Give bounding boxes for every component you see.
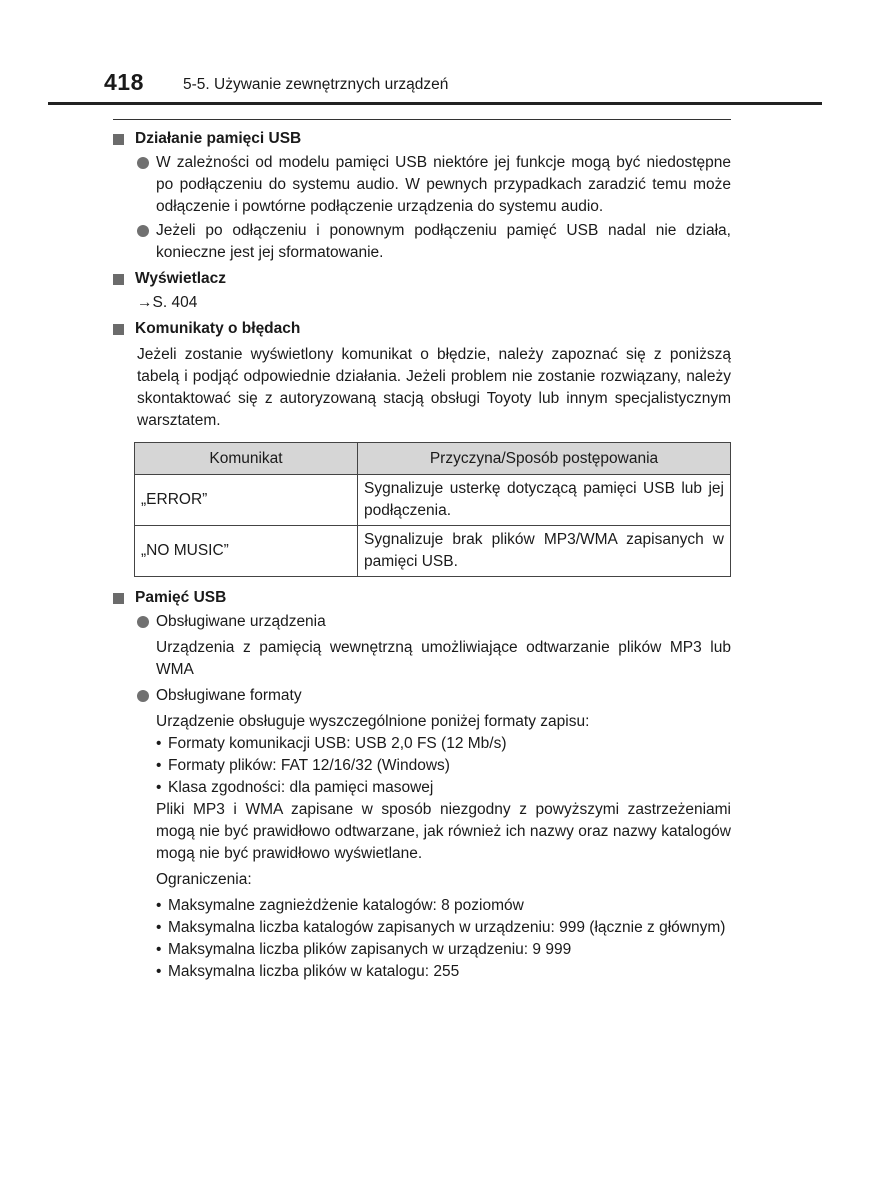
page-content <box>113 124 731 983</box>
heading-text: Komunikaty o błędach <box>135 320 301 337</box>
error-messages-table <box>134 442 731 577</box>
list-item <box>156 733 731 755</box>
list-item-text: Maksymalna liczba plików zapisanych w urządzeniu: 9 999 <box>168 941 572 958</box>
dot-marker: • <box>156 779 162 796</box>
errors-intro: Jeżeli zostanie wyświetlony komunikat o błędzie, należy zapoznać się z poniższą tabelą i podjąć odpowiednie działania. Jeżeli problem nie zostanie rozwiązany, należy skontaktować się z autoryzowaną stacją obsługi Toyoty lub innym specjalistycznym warsztatem. <box>137 346 731 429</box>
circle-bullet-icon <box>137 690 149 702</box>
circle-bullet-icon <box>137 225 149 237</box>
list-item <box>156 755 731 777</box>
bullet-text: Jeżeli po odłączeniu i ponownym podłączeniu pamięć USB nadal nie działa, konieczne jest jej sformatowanie. <box>156 222 731 261</box>
square-bullet-icon <box>113 274 124 285</box>
list-item <box>156 917 731 939</box>
dot-marker: • <box>156 919 162 936</box>
dot-marker: • <box>156 941 162 958</box>
bullet-item <box>137 611 731 633</box>
heading-usb-memory <box>113 587 731 609</box>
limits-label: Ograniczenia: <box>156 871 252 888</box>
dot-marker: • <box>156 757 162 774</box>
formats-intro: Urządzenie obsługuje wyszczególnione poniżej formaty zapisu: <box>156 713 590 730</box>
heading-text: Działanie pamięci USB <box>135 130 302 147</box>
list-item-text: Maksymalna liczba plików w katalogu: 255 <box>168 963 460 980</box>
bullet-text: W zależności od modelu pamięci USB niektóre jej funkcje mogą być niedostępne po podłączeniu do systemu audio. W pewnych przypadkach zaradzić temu może odłączenie i powtórne podłączenie urządzenia do systemu audio. <box>156 154 731 215</box>
list-item <box>156 939 731 961</box>
list-item-text: Maksymalna liczba katalogów zapisanych w urządzeniu: 999 (łącznie z głównym) <box>168 919 726 936</box>
bullet-text: Obsługiwane formaty <box>156 687 302 704</box>
formats-note: Pliki MP3 i WMA zapisane w sposób niezgodny z powyższymi zastrzeżeniami mogą nie być prawidłowo odtwarzane, jak również ich nazwy oraz nazwy katalogów mogą nie być prawidłowo wyświetlane. <box>156 801 731 862</box>
header-rule <box>48 102 822 105</box>
dot-marker: • <box>156 735 162 752</box>
heading-text: Wyświetlacz <box>135 270 227 287</box>
bullet-item <box>137 152 731 218</box>
bullet-item <box>137 685 731 707</box>
devices-text: Urządzenia z pamięcią wewnętrzną umożliwiające odtwarzanie plików MP3 lub WMA <box>156 639 731 678</box>
table-cell: Sygnalizuje brak plików MP3/WMA zapisanych w pamięci USB. <box>358 526 731 577</box>
table-header-row <box>135 443 731 475</box>
list-item-text: Formaty komunikacji USB: USB 2,0 FS (12 Mb/s) <box>168 735 507 752</box>
section-title: 5-5. Używanie zewnętrznych urządzeń <box>183 76 449 93</box>
heading-usb-operation <box>113 128 731 150</box>
list-item <box>156 961 731 983</box>
heading-errors <box>113 318 731 340</box>
dot-marker: • <box>156 897 162 914</box>
bullet-item <box>137 220 731 264</box>
table-row <box>135 526 731 577</box>
bullet-text: Obsługiwane urządzenia <box>156 613 326 630</box>
page-header <box>0 0 877 110</box>
square-bullet-icon <box>113 324 124 335</box>
page-reference: →S. 404 <box>137 294 198 311</box>
list-item <box>156 777 731 799</box>
square-bullet-icon <box>113 593 124 604</box>
dot-marker: • <box>156 963 162 980</box>
table-cell: Sygnalizuje usterkę dotyczącą pamięci USB lub jej podłączenia. <box>358 475 731 526</box>
table-row <box>135 475 731 526</box>
section-divider <box>113 119 731 120</box>
circle-bullet-icon <box>137 157 149 169</box>
heading-text: Pamięć USB <box>135 589 227 606</box>
list-item-text: Klasa zgodności: dla pamięci masowej <box>168 779 434 796</box>
page-number: 418 <box>104 69 144 95</box>
heading-display <box>113 268 731 290</box>
list-item-text: Formaty plików: FAT 12/16/32 (Windows) <box>168 757 450 774</box>
square-bullet-icon <box>113 134 124 145</box>
table-cell: „ERROR” <box>135 475 358 526</box>
table-header: Przyczyna/Sposób postępowania <box>358 443 731 475</box>
list-item-text: Maksymalne zagnieżdżenie katalogów: 8 poziomów <box>168 897 524 914</box>
circle-bullet-icon <box>137 616 149 628</box>
list-item <box>156 895 731 917</box>
table-cell: „NO MUSIC” <box>135 526 358 577</box>
table-header: Komunikat <box>135 443 358 475</box>
